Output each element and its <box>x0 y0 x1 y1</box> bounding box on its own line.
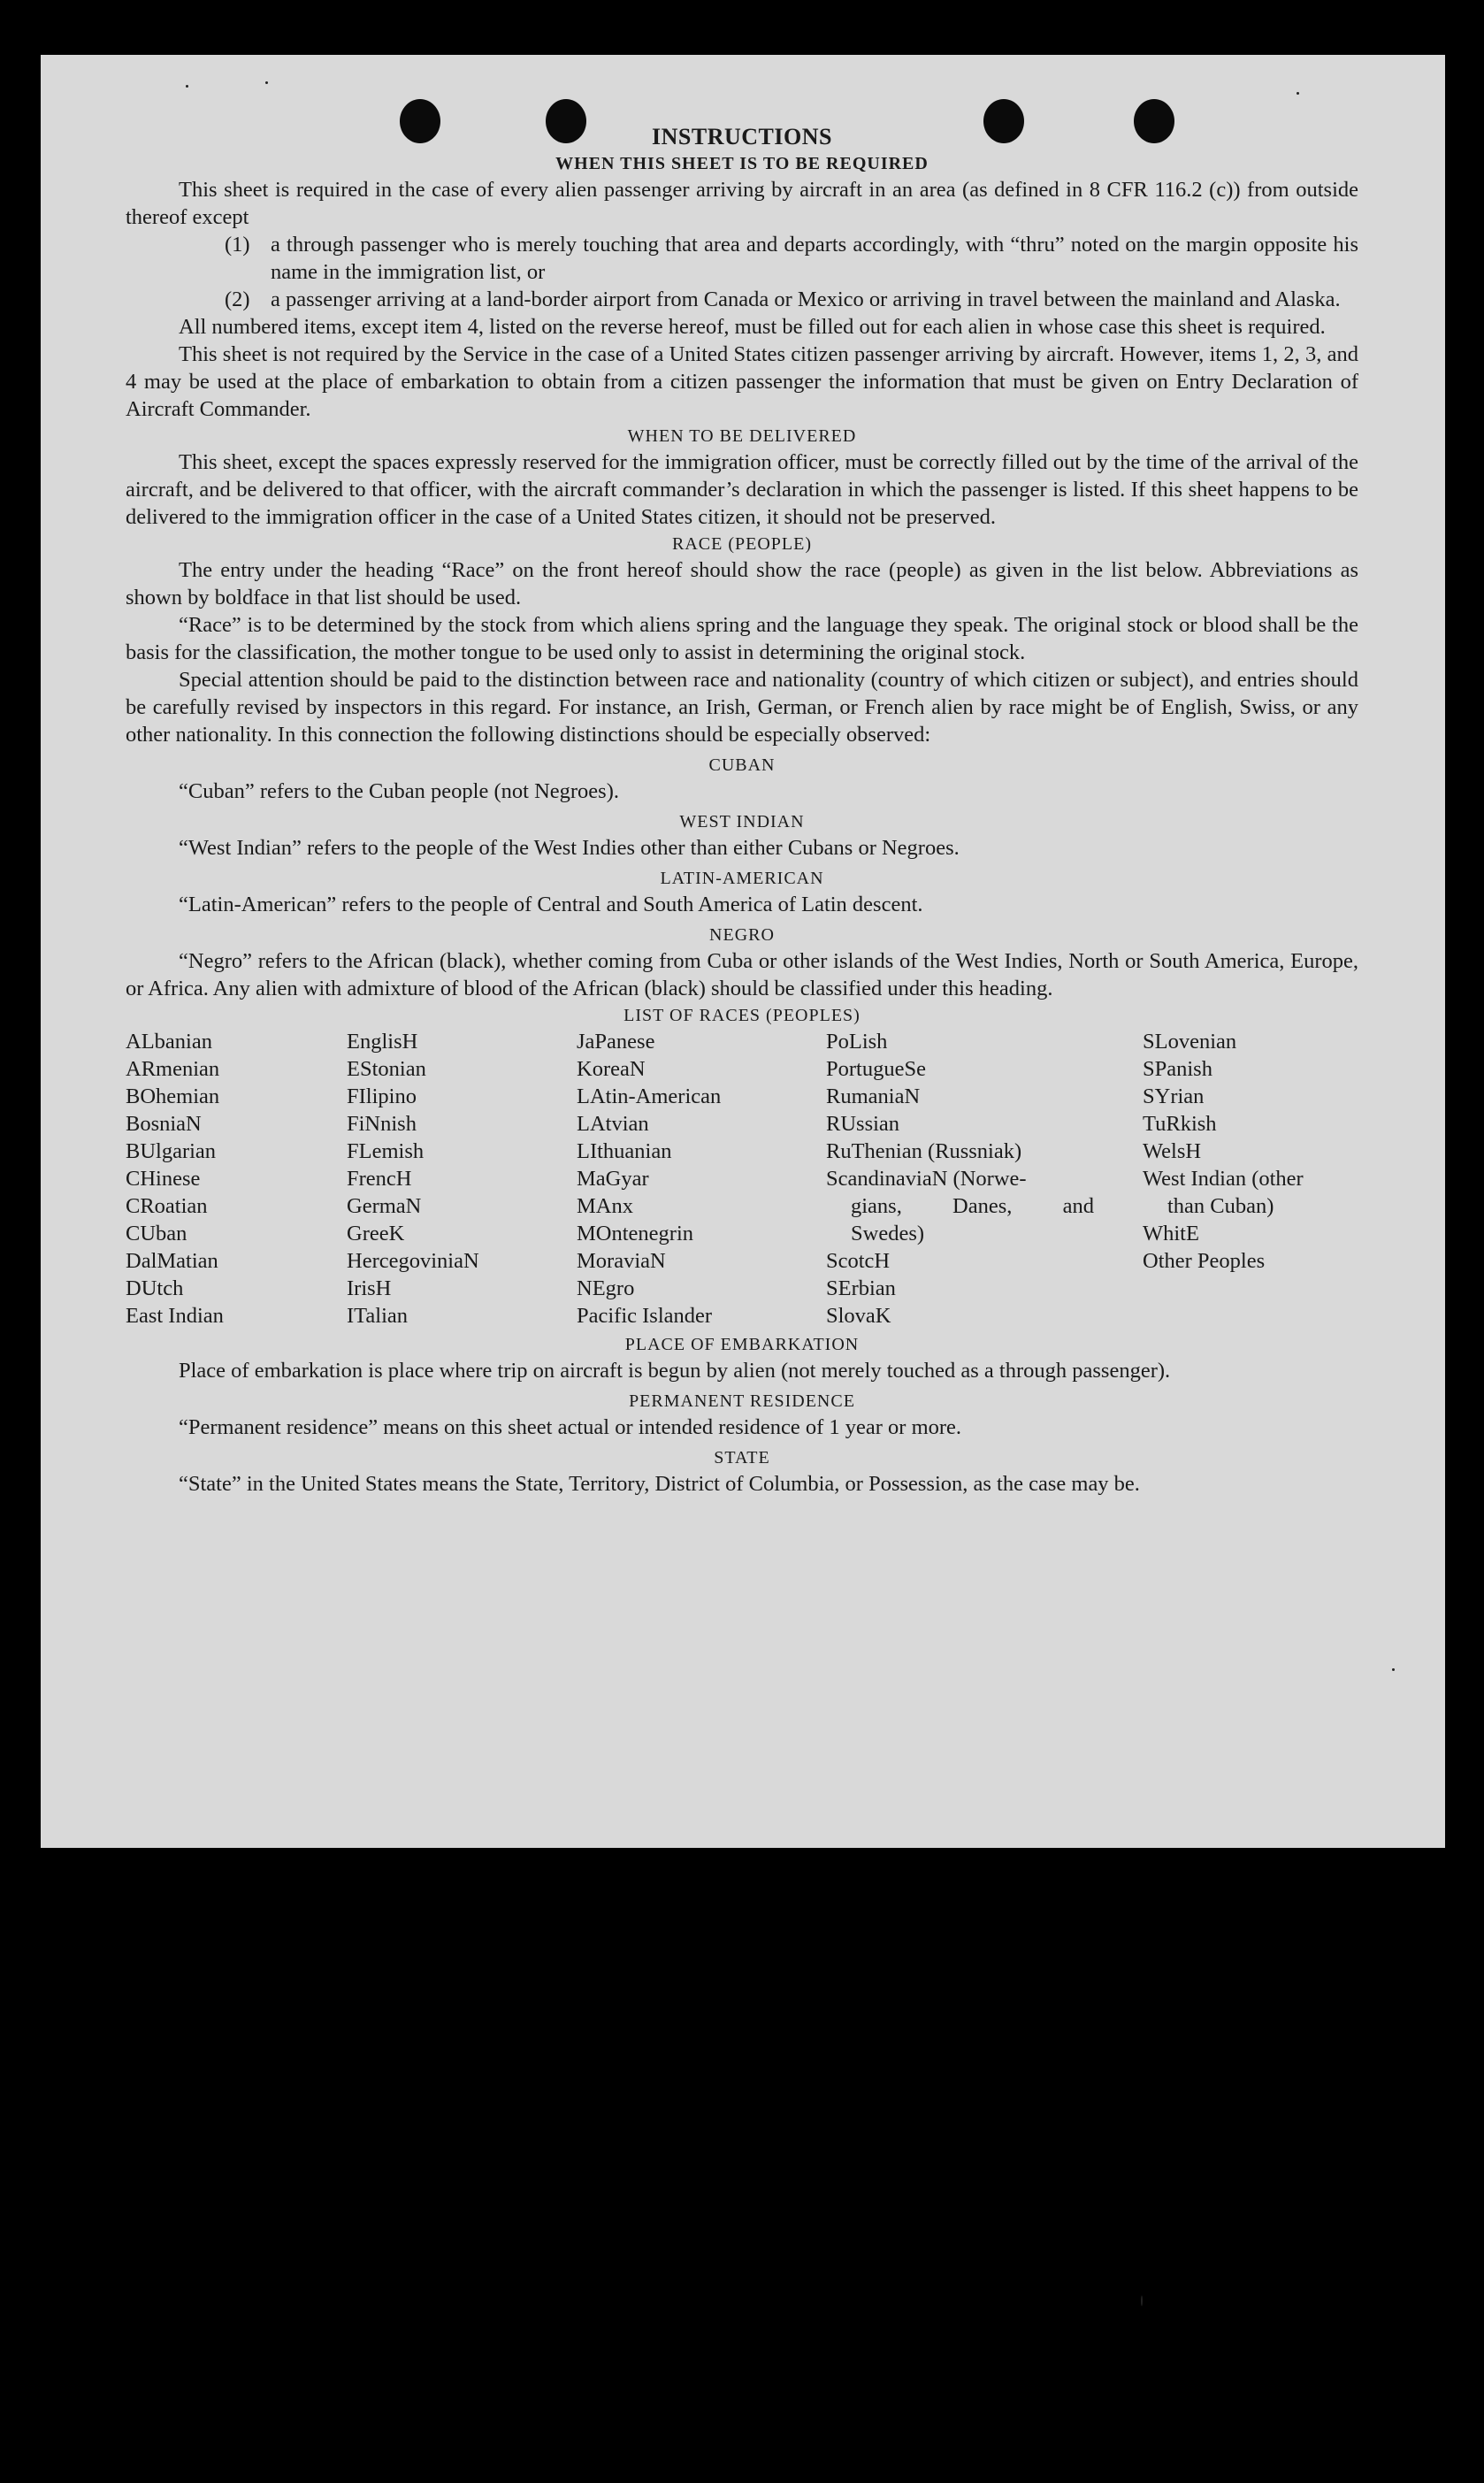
race-entry: NEgro <box>577 1276 635 1300</box>
races-column <box>126 1028 347 1330</box>
race-entry: ARmenian <box>126 1057 220 1081</box>
punch-hole <box>983 99 1024 143</box>
section-heading-embarkation: PLACE OF EMBARKATION <box>624 1335 860 1354</box>
race-entry: Other Peoples <box>1143 1249 1266 1273</box>
paragraph: This sheet is required in the case of every alien passenger arriving by aircraft in an area (as defined in 8 CFR 116.2 (c)) from outside thereof except <box>126 178 1358 229</box>
paragraph: “State” in the United States means the State, Territory, District of Columbia, or Possession, as the case may be. <box>179 1472 1140 1496</box>
race-entry: WelsH <box>1143 1139 1202 1163</box>
race-entry: ScandinaviaN (Norwe- <box>826 1167 1027 1191</box>
race-entry: MAnx <box>577 1194 633 1218</box>
item-number: (1) <box>225 233 250 257</box>
paragraph: Special attention should be paid to the distinction between race and nationality (country of which citizen or subject), and entries should be carefully revised by inspectors in this regard. For instance, an Irish, German, or French alien by race might be of English, Swiss, or any other nationality. In this connection the following distinctions should be especially observed: <box>126 668 1358 747</box>
paragraph: Place of embarkation is place where trip on aircraft is begun by alien (not merely touched as a through passenger). <box>179 1359 1171 1383</box>
race-entry: BosniaN <box>126 1112 202 1136</box>
race-entry: SPanish <box>1143 1057 1212 1081</box>
race-entry: RuThenian (Russniak) <box>826 1139 1022 1163</box>
section-heading-when-required: WHEN THIS SHEET IS TO BE REQUIRED <box>555 154 929 173</box>
race-entry: SErbian <box>826 1276 896 1300</box>
scan-speck <box>186 85 188 88</box>
races-column <box>826 1028 1143 1330</box>
race-entry: MoraviaN <box>577 1249 666 1273</box>
race-entry: DalMatian <box>126 1249 218 1273</box>
race-entry: Swedes) <box>851 1222 925 1245</box>
race-entry: JaPanese <box>577 1030 655 1054</box>
scan-speck <box>1141 2295 1143 2306</box>
paragraph: This sheet is not required by the Service in the case of a United States citizen passenger arriving by aircraft. However, items 1, 2, 3, and 4 may be used at the place of embarkation to obtain from a citizen passenger the information that must be given on Entry Declaration of Aircraft Commander. <box>126 342 1358 421</box>
item-text: a through passenger who is merely touching that area and departs accordingly, with “thru” noted on the margin opposite his name in the immigration list, or <box>271 233 1358 284</box>
scan-speck <box>265 81 268 84</box>
race-entry: EStonian <box>347 1057 426 1081</box>
section-heading-west-indian: WEST INDIAN <box>679 812 805 831</box>
section-heading-state: STATE <box>714 1448 770 1468</box>
section-heading-cuban: CUBAN <box>708 755 776 775</box>
section-heading-negro: NEGRO <box>709 925 775 945</box>
race-entry: LAtvian <box>577 1112 649 1136</box>
race-entry: MOntenegrin <box>577 1222 693 1245</box>
race-entry: SlovaK <box>826 1304 891 1328</box>
race-entry: DUtch <box>126 1276 184 1300</box>
race-entry: ScotcH <box>826 1249 891 1273</box>
race-entry: CHinese <box>126 1167 201 1191</box>
paragraph: “Latin-American” refers to the people of Central and South America of Latin descent. <box>179 893 923 916</box>
paragraph: All numbered items, except item 4, listed on the reverse hereof, must be filled out for each alien in whose case this sheet is required. <box>179 315 1326 339</box>
section-heading-latin-american: LATIN-AMERICAN <box>660 869 824 888</box>
race-entry: PortugueSe <box>826 1057 926 1081</box>
race-entry: RUssian <box>826 1112 900 1136</box>
race-entry: West Indian (other <box>1143 1167 1304 1191</box>
paragraph: “Race” is to be determined by the stock from which aliens spring and the language they speak. The original stock or blood shall be the basis for the classification, the mother tongue to be used only to assist in determining the original stock. <box>126 613 1358 664</box>
race-entry: BUlgarian <box>126 1139 217 1163</box>
race-entry: WhitE <box>1143 1222 1199 1245</box>
paragraph: This sheet, except the spaces expressly reserved for the immigration officer, must be correctly filled out by the time of the arrival of the aircraft, and be delivered to that officer, with the aircraft commander’s declaration in which the passenger is listed. If this sheet happens to be delivered to the immigration officer in the case of a United States citizen, it should not be preserved. <box>126 450 1358 529</box>
race-entry: KoreaN <box>577 1057 646 1081</box>
paragraph: “Permanent residence” means on this sheet actual or intended residence of 1 year or more. <box>179 1415 962 1439</box>
list-item <box>126 231 1358 286</box>
race-entry: SYrian <box>1143 1084 1205 1108</box>
race-entry: LAtin-American <box>577 1084 722 1108</box>
race-entry: CUban <box>126 1222 187 1245</box>
scan-speck <box>1392 1668 1395 1671</box>
race-entry: EnglisH <box>347 1030 418 1054</box>
race-entry: RumaniaN <box>826 1084 921 1108</box>
paragraph: “West Indian” refers to the people of the West Indies other than either Cubans or Negroes. <box>179 836 960 860</box>
section-heading-when-delivered: WHEN TO BE DELIVERED <box>627 426 857 446</box>
races-column <box>1143 1028 1368 1330</box>
races-column <box>347 1028 577 1330</box>
race-entry: IrisH <box>347 1276 392 1300</box>
races-column <box>577 1028 826 1330</box>
race-entry: MaGyar <box>577 1167 649 1191</box>
race-entry: GermaN <box>347 1194 422 1218</box>
race-entry: ITalian <box>347 1304 409 1328</box>
race-entry: than Cuban) <box>1167 1194 1274 1218</box>
section-heading-list-of-races: LIST OF RACES (PEOPLES) <box>623 1006 861 1025</box>
punch-hole <box>400 99 440 143</box>
paragraph: “Negro” refers to the African (black), whether coming from Cuba or other islands of the West Indies, North or South America, Europe, or Africa. Any alien with admixture of blood of the African (black) should be classified under this heading. <box>126 949 1358 1000</box>
race-entry: Pacific Islander <box>577 1304 713 1328</box>
race-entry: FIlipino <box>347 1084 417 1108</box>
document-title: INSTRUCTIONS <box>652 124 832 149</box>
race-entry: PoLish <box>826 1030 888 1054</box>
punch-hole <box>1134 99 1174 143</box>
list-item <box>126 286 1358 313</box>
section-heading-residence: PERMANENT RESIDENCE <box>629 1391 855 1411</box>
race-entry: FiNnish <box>347 1112 417 1136</box>
item-text: a passenger arriving at a land-border airport from Canada or Mexico or arriving in travel between the mainland and Alaska. <box>271 287 1341 311</box>
race-entry: GreeK <box>347 1222 405 1245</box>
paragraph: The entry under the heading “Race” on the front hereof should show the race (people) as given in the list below. Abbreviations as shown by boldface in that list should be used. <box>126 558 1358 609</box>
item-number: (2) <box>225 287 250 311</box>
races-table <box>126 1028 1358 1330</box>
race-entry: CRoatian <box>126 1194 208 1218</box>
race-entry: gians, Danes, and <box>851 1194 1094 1218</box>
race-entry: ALbanian <box>126 1030 212 1054</box>
race-entry: BOhemian <box>126 1084 220 1108</box>
race-entry: East Indian <box>126 1304 224 1328</box>
document-sheet <box>41 55 1445 1848</box>
race-entry: FrencH <box>347 1167 412 1191</box>
race-entry: HercegoviniaN <box>347 1249 479 1273</box>
race-entry: TuRkish <box>1143 1112 1217 1136</box>
race-entry: FLemish <box>347 1139 425 1163</box>
punch-hole <box>546 99 586 143</box>
race-entry: SLovenian <box>1143 1030 1237 1054</box>
section-heading-race: RACE (PEOPLE) <box>672 534 812 554</box>
race-entry: LIthuanian <box>577 1139 672 1163</box>
scan-speck <box>1297 92 1299 95</box>
paragraph: “Cuban” refers to the Cuban people (not Negroes). <box>179 779 619 803</box>
